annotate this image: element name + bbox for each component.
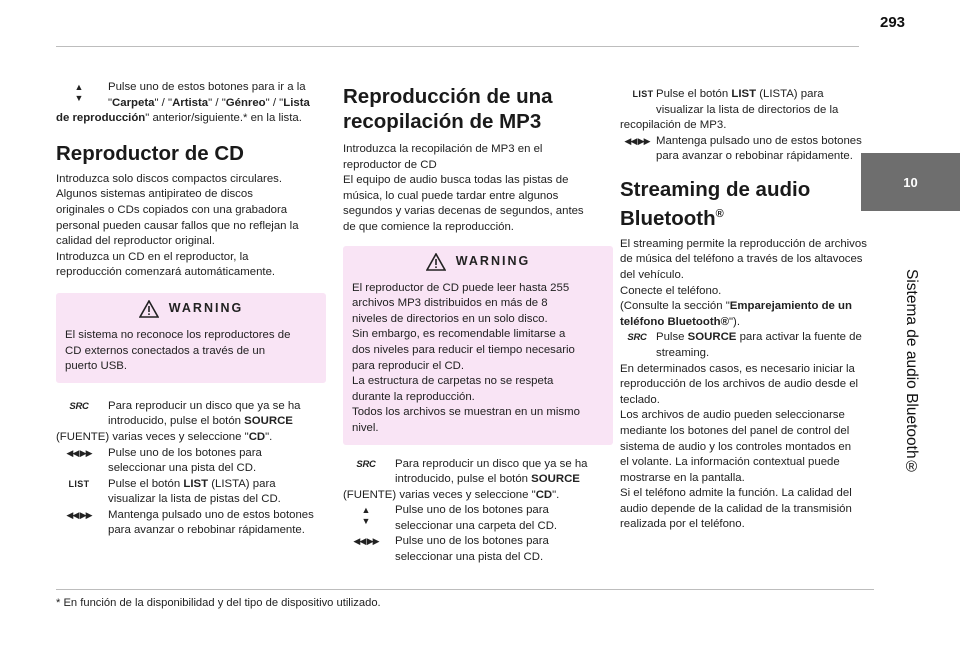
footer-rule <box>56 589 874 590</box>
text-line: introducido, pulse el botón <box>395 473 532 486</box>
text-line: " <box>108 96 113 109</box>
warning-label: WARNING <box>168 301 244 316</box>
text-line: Mantenga pulsado uno de estos botones <box>656 134 862 147</box>
text-line: niveles de directorios en un solo disco. <box>352 312 548 325</box>
text-line: LIST <box>183 477 209 490</box>
text-line: ". <box>552 488 560 501</box>
text-line: CD <box>535 488 553 501</box>
text-line: Los archivos de audio pueden seleccionarse <box>620 409 845 422</box>
fast-forward-block <box>56 508 326 539</box>
text-line: calidad del reproductor original. <box>56 235 215 248</box>
heading-bluetooth-streaming <box>620 177 876 231</box>
text-line: Pulse uno de los botones para <box>395 504 549 517</box>
text-line: audio depende de la calidad de la transmisión <box>620 502 852 515</box>
text-line: LIST <box>632 89 654 99</box>
text-line: mostrarse en la pantalla. <box>620 471 745 484</box>
text-line: visualizar la lista de directorios de la <box>656 103 839 116</box>
text-line: recopilación de MP3. <box>620 119 727 132</box>
text-line: durante la reproducción. <box>352 390 475 403</box>
skip-arrows-icon: ◀◀ ▶▶ <box>66 509 92 520</box>
text-line: Reproducción de una <box>343 85 553 108</box>
text-line: Para reproducir un disco que ya se ha <box>108 399 301 412</box>
text-line: SRC <box>69 400 89 412</box>
text-line: reproductor de CD <box>343 158 437 171</box>
text-line: El sistema no reconoce los reproductores de <box>65 328 291 341</box>
text-line: (FUENTE) varias veces y seleccione " <box>56 430 249 443</box>
skip-arrows-icon: ◀◀ ▶▶ <box>353 536 379 547</box>
chapter-number: 10 <box>903 174 918 190</box>
nav-text-line: Pulse uno de estos botones para ir a la <box>108 81 306 93</box>
nav-text-line <box>56 111 326 127</box>
text-line: del vehículo. <box>620 268 684 281</box>
heading-cd-player: Reproductor de CD <box>56 141 244 165</box>
warning-triangle-icon <box>139 300 159 318</box>
text-line: " anterior/siguiente.* en la lista. <box>145 112 302 125</box>
text-line: (Consulte la sección " <box>620 300 730 313</box>
fast-forward-block <box>620 134 876 165</box>
text-line: segundos y varias decenas de segundos, antes <box>343 205 584 218</box>
warning-header <box>352 253 604 271</box>
source-block <box>56 399 326 446</box>
warning-label: WARNING <box>455 253 531 268</box>
text-line: Todos los archivos se muestran en un mismo <box>352 406 580 419</box>
text-line: El streaming permite la reproducción de archivos <box>620 237 867 250</box>
skip-arrows-icon: ◀◀ ▶▶ <box>66 447 92 458</box>
text-line: " / " <box>154 96 173 109</box>
text-line: El equipo de audio busca todas las pistas de <box>343 174 569 187</box>
source-block <box>620 330 876 361</box>
text-line: de música del teléfono a través de los altavoces <box>620 253 863 266</box>
heading-mp3 <box>343 84 613 134</box>
text-line: música, lo cual puede tardar entre algunos <box>343 189 559 202</box>
text-line: Pulse uno de los botones para <box>395 535 549 548</box>
list-icon <box>620 87 666 103</box>
up-down-arrows-icon: ▲ ▼ <box>74 82 84 103</box>
text-line: para avanzar o rebobinar rápidamente. <box>656 150 853 163</box>
text-line: Algunos sistemas antipirateo de discos <box>56 188 253 201</box>
text-line: Conecte el teléfono. <box>620 284 722 297</box>
track-select-block <box>343 534 613 565</box>
side-title <box>863 222 959 522</box>
text-line: personal pueden causar fallos que no reflejan la <box>56 219 299 232</box>
text-line: ® <box>715 207 724 220</box>
text-line: dos niveles para reducir el tiempo necesario <box>352 343 575 356</box>
source-icon <box>56 399 102 415</box>
text-line: SOURCE <box>244 415 293 428</box>
text-line: Introduzca solo discos compactos circulares. <box>56 172 283 185</box>
streaming-body <box>620 237 876 331</box>
folder-select-block <box>343 503 613 534</box>
text-line: realizada por el teléfono. <box>620 518 745 531</box>
text-line: reproducción de los archivos de audio desde el <box>620 378 859 391</box>
text-line: SRC <box>627 332 647 344</box>
warning-box <box>343 246 613 445</box>
text-line: Artista <box>172 96 209 109</box>
text-line: Streaming de audio <box>620 177 811 201</box>
text-line: archivos MP3 distribuidos en más de 8 <box>352 297 548 310</box>
warning-triangle-icon <box>426 253 446 271</box>
text-line: SOURCE <box>687 331 737 344</box>
side-title-text: Sistema de audio Bluetooth® <box>903 268 920 476</box>
text-line: Génreo <box>225 96 266 109</box>
list-icon <box>56 477 102 493</box>
text-line: introducido, pulse el botón <box>108 415 245 428</box>
text-line: El reproductor de CD puede leer hasta 255 <box>352 281 570 294</box>
text-line: SRC <box>356 458 376 470</box>
streaming-body-2 <box>620 362 876 534</box>
text-line: " / " <box>208 96 226 109</box>
source-block <box>343 457 613 504</box>
column-1 <box>56 80 326 539</box>
text-line: para avanzar o rebobinar rápidamente. <box>108 524 305 537</box>
text-line: teléfono Bluetooth® <box>620 315 729 328</box>
text-line: Pulse el botón <box>108 477 184 490</box>
text-line: Introduzca la recopilación de MP3 en el <box>343 143 543 155</box>
text-line: Pulse uno de los botones para <box>108 446 262 459</box>
text-line: (LISTA) para <box>756 88 824 100</box>
text-line: "). <box>729 315 741 328</box>
text-line: CD <box>248 430 266 443</box>
column-3 <box>620 87 876 533</box>
warning-box <box>56 293 326 383</box>
text-line: LIST <box>731 88 757 100</box>
text-line: el volante. La información contextual puede <box>620 456 840 469</box>
text-line: Bluetooth <box>620 206 716 230</box>
text-line: Si el teléfono admite la función. La calidad del <box>620 487 852 500</box>
text-line: sistema de audio y los controles montados en <box>620 440 852 453</box>
text-line: nivel. <box>352 421 379 434</box>
column-2 <box>343 84 613 566</box>
text-line: Pulse <box>656 331 688 344</box>
text-line: visualizar la lista de pistas del CD. <box>108 493 281 506</box>
text-line: teclado. <box>620 393 660 406</box>
text-line: seleccionar una carpeta del CD. <box>395 519 558 532</box>
text-line: reproducción comenzará automáticamente. <box>56 266 276 279</box>
text-line: para reproducir el CD. <box>352 359 465 372</box>
header-rule <box>56 46 859 47</box>
text-line: (FUENTE) varias veces y seleccione " <box>343 488 536 501</box>
footnote: * En función de la disponibilidad y del tipo de dispositivo utilizado. <box>56 597 381 609</box>
text-line: Carpeta <box>112 96 155 109</box>
list-block <box>56 477 326 508</box>
nav-buttons-block <box>56 80 326 127</box>
skip-arrows-icon: ◀◀ ▶▶ <box>624 135 650 146</box>
text-line: seleccionar una pista del CD. <box>395 551 544 564</box>
text-line: seleccionar una pista del CD. <box>108 462 257 475</box>
text-line: " / " <box>265 96 284 109</box>
source-icon <box>620 330 654 346</box>
page-number: 293 <box>880 14 906 31</box>
track-select-block <box>56 446 326 477</box>
text-line: SOURCE <box>531 473 580 486</box>
text-line: En determinados casos, es necesario iniciar la <box>620 362 855 375</box>
text-line: (LISTA) para <box>208 477 276 490</box>
text-line: La estructura de carpetas no se respeta <box>352 375 554 388</box>
list-block <box>620 87 876 134</box>
text-line: Mantenga pulsado uno de estos botones <box>108 508 314 521</box>
text-line: recopilación de MP3 <box>343 110 542 133</box>
text-line: CD externos conectados a través de un <box>65 344 266 357</box>
text-line: Lista <box>283 96 310 109</box>
source-icon <box>343 457 389 473</box>
text-line: de que comience la reproducción. <box>343 220 514 233</box>
text-line: ". <box>265 430 273 443</box>
text-line: Introduzca un CD en el reproductor, la <box>56 250 249 263</box>
up-down-arrows-icon: ▲ ▼ <box>361 505 371 527</box>
text-line: Pulse el botón <box>656 88 732 100</box>
mp3-body <box>343 142 613 236</box>
text-line: para activar la fuente de <box>736 331 862 344</box>
warning-header <box>65 300 317 318</box>
cd-player-body <box>56 172 326 281</box>
text-line: originales o CDs copiados con una grabadora <box>56 203 288 216</box>
text-line: Emparejamiento de un <box>729 300 852 313</box>
text-line: puerto USB. <box>65 360 128 373</box>
text-line: de reproducción <box>56 112 146 125</box>
text-line: mediante los botones del panel de control del <box>620 424 850 437</box>
text-line: Sin embargo, es recomendable limitarse a <box>352 328 566 341</box>
text-line: Para reproducir un disco que ya se ha <box>395 457 588 470</box>
text-line: LIST <box>68 478 90 489</box>
text-line: streaming. <box>656 346 710 359</box>
